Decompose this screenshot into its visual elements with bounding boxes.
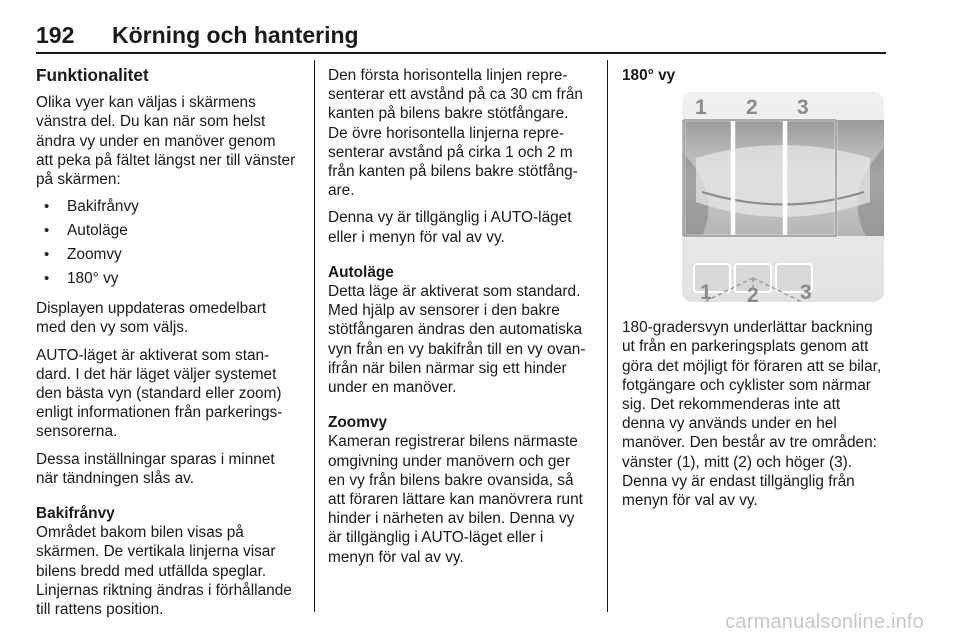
section-heading-functionality: Funktionalitet (36, 65, 149, 85)
paragraph: Detta läge är aktiverat som standard. Med hjälp av sensorer i den bakre stötfångaren ändras den automatiska vyn från en vy bakifrån till en vy ovan- ifrån när bilen närmar sig ett hinder under en manöver. (328, 283, 586, 397)
paragraph: Dessa inställningar sparas i minnet när tändningen slås av. (36, 450, 275, 487)
figure-label-bottom-3: 3 (800, 281, 812, 302)
column-1 (36, 66, 308, 627)
paragraph: Området bakom bilen visas på skärmen. De vertikala linjerna visar bilens bredd med utfällda speglar. Linjernas riktning ändras i förhållande till rattens position. (36, 524, 292, 619)
figure-label-3: 3 (797, 96, 809, 119)
paragraph: Olika vyer kan väljas i skärmens vänstra del. Du kan när som helst ändra vy under en manöver genom att peka på fältet längst ner till vänster på skärmen: (36, 94, 296, 189)
figure-label-bottom-1: 1 (700, 281, 712, 302)
column-divider-2 (607, 60, 608, 612)
view-options-list (36, 197, 308, 293)
list-item: • Zoomvy (36, 245, 308, 269)
list-item: • Autoläge (36, 221, 308, 245)
header-rule (36, 52, 886, 54)
column-2 (328, 66, 600, 575)
figure-label-bottom-2: 2 (747, 284, 759, 302)
paragraph: Denna vy är tillgänglig i AUTO-läget eller i menyn för val av vy. (328, 209, 572, 246)
list-item: • 180° vy (36, 269, 308, 293)
subheading-zoom-view: Zoomvy (328, 414, 388, 432)
list-item: • Bakifrånvy (36, 197, 308, 221)
subheading-auto-mode: Autoläge (328, 263, 394, 281)
figure-label-1: 1 (695, 96, 707, 119)
paragraph: 180-gradersvyn underlättar backning ut från en parkeringsplats genom att göra det möjligt för föraren att se bilar, fotgängare och cyklister som närmar sig. Det rekommenderas inte att denna vy används under en hel manöver. Den består av tre områden: vänster (1), mitt (2) och höger (3). Denna vy är endast tillgänglig från menyn för val av vy. (622, 319, 882, 510)
figure-label-2: 2 (746, 96, 758, 119)
subheading-180-view: 180° vy (622, 67, 676, 84)
chapter-title: Körning och hantering (112, 22, 359, 48)
paragraph: Kameran registrerar bilens närmaste omgivning under manövern och ger en vy från bilens bakre ovansida, så att föraren lättare kan manövrera runt hinder i närheten av bilen. Denna vy är tillgänglig i AUTO-läget eller i menyn för val av vy. (328, 433, 583, 566)
column-divider-1 (314, 60, 315, 612)
page-number: 192 (36, 22, 75, 48)
180-view-illustration (682, 92, 884, 302)
paragraph: Displayen uppdateras omedelbart med den vy som väljs. (36, 300, 267, 337)
paragraph: AUTO-läget är aktiverat som stan- dard. I det här läget väljer systemet den bästa vyn (standard eller zoom) enligt informationen från parkerings- sensorerna. (36, 346, 283, 441)
subheading-rear-view: Bakifrånvy (36, 505, 115, 523)
paragraph: Den första horisontella linjen repre- senterar ett avstånd på ca 30 cm från kanten på bilens bakre stötfångare. De övre horisontella linjerna repre- senterar avstånd på cirka 1 och 2 m från kanten på bilens bakre stötfång- are. (328, 67, 583, 200)
watermark-text: carmanualsonline.info (725, 611, 924, 633)
